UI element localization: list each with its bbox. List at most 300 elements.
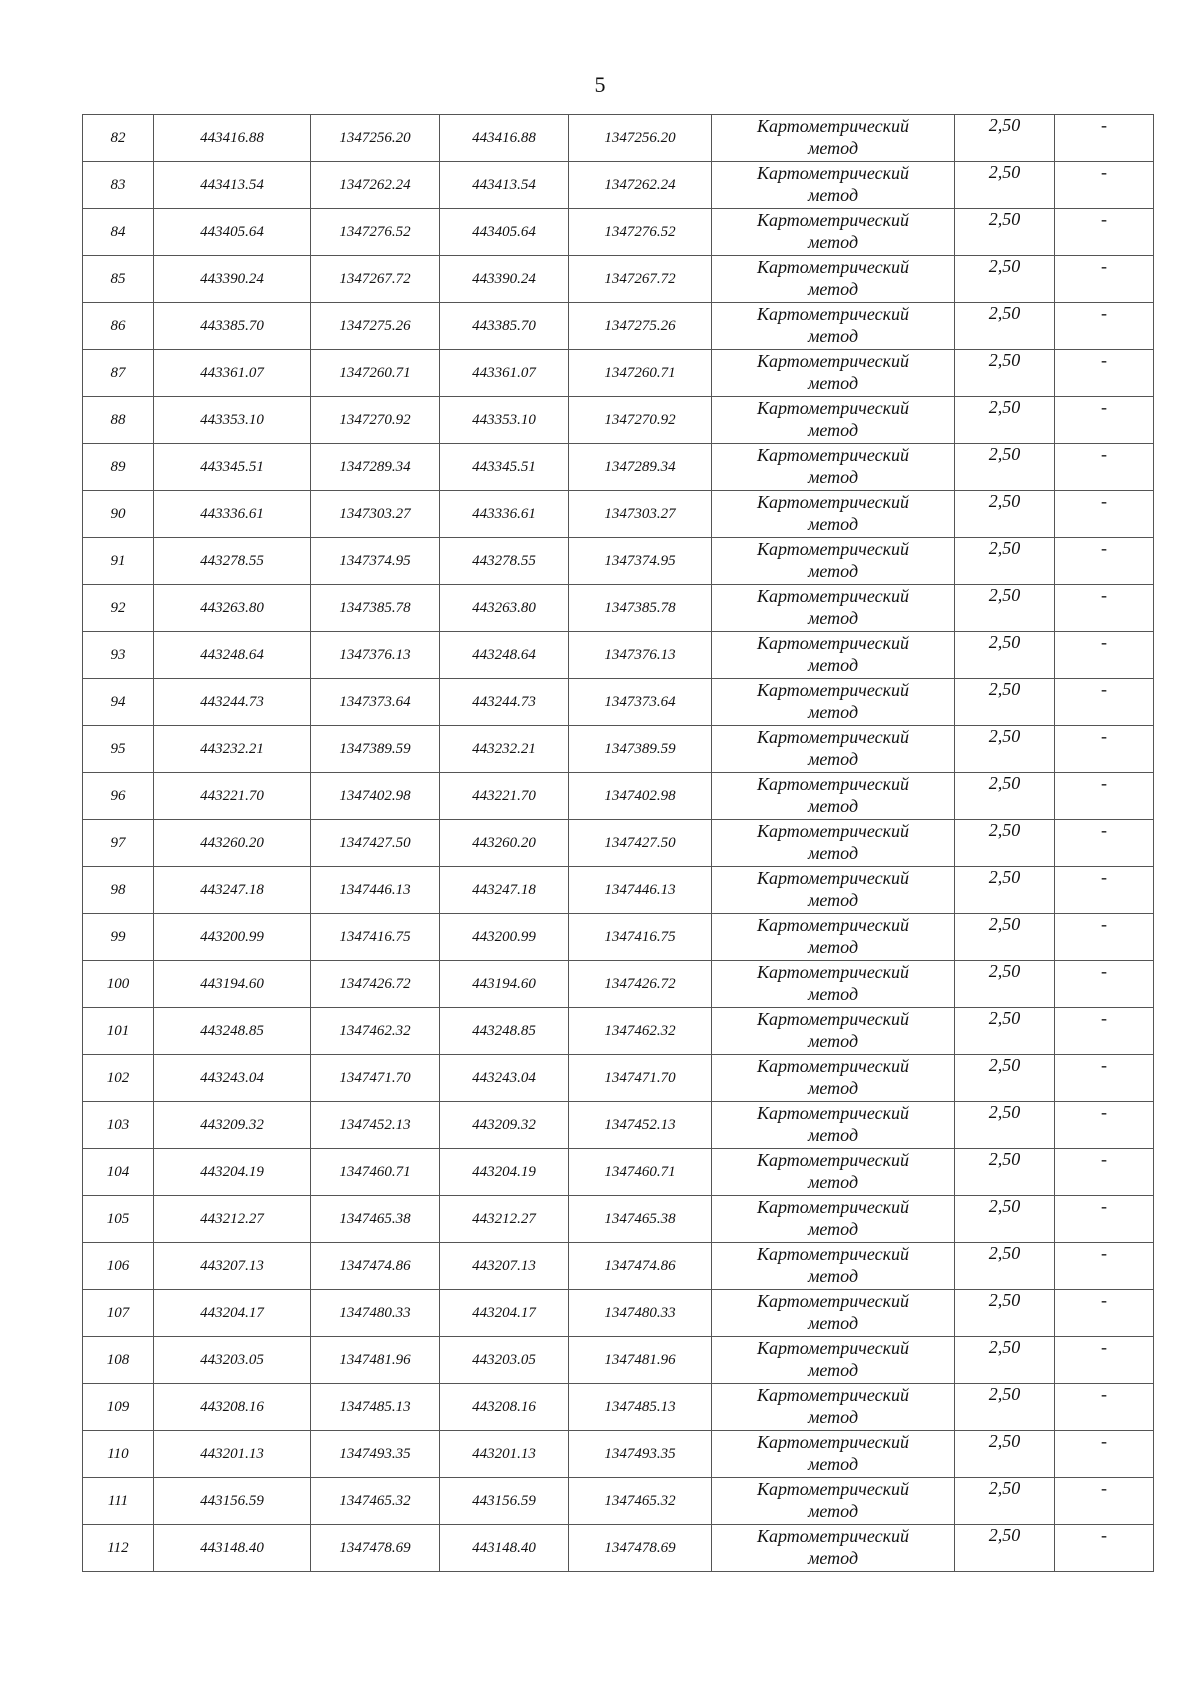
method-line-2: метод: [807, 279, 859, 299]
accuracy-cell: 2,50: [955, 961, 1055, 1008]
table-row: [83, 303, 1154, 350]
y-existing-cell: 1347462.32: [311, 1008, 440, 1055]
method-line-1: Картометрический: [756, 1338, 909, 1358]
y-new-cell: 1347480.33: [569, 1290, 712, 1337]
y-new-cell: 1347446.13: [569, 867, 712, 914]
x-existing-cell: 443361.07: [154, 350, 311, 397]
point-number-cell: 106: [83, 1243, 154, 1290]
note-cell: -: [1055, 1431, 1154, 1478]
x-new-cell: 443385.70: [440, 303, 569, 350]
point-number-cell: 108: [83, 1337, 154, 1384]
accuracy-cell: 2,50: [955, 1196, 1055, 1243]
accuracy-cell: 2,50: [955, 162, 1055, 209]
x-existing-cell: 443156.59: [154, 1478, 311, 1525]
point-number-cell: 97: [83, 820, 154, 867]
method-line-2: метод: [807, 843, 859, 863]
x-existing-cell: 443232.21: [154, 726, 311, 773]
method-line-1: Картометрический: [756, 1150, 909, 1170]
accuracy-cell: 2,50: [955, 1384, 1055, 1431]
x-new-cell: 443336.61: [440, 491, 569, 538]
x-new-cell: 443248.85: [440, 1008, 569, 1055]
accuracy-cell: 2,50: [955, 1055, 1055, 1102]
table-row: [83, 914, 1154, 961]
table-row: [83, 1243, 1154, 1290]
method-line-2: метод: [807, 514, 859, 534]
method-cell: [712, 867, 955, 914]
table-row: [83, 585, 1154, 632]
method-cell: [712, 585, 955, 632]
point-number-cell: 90: [83, 491, 154, 538]
method-cell: [712, 914, 955, 961]
y-existing-cell: 1347402.98: [311, 773, 440, 820]
y-new-cell: 1347385.78: [569, 585, 712, 632]
x-existing-cell: 443148.40: [154, 1525, 311, 1572]
point-number-cell: 111: [83, 1478, 154, 1525]
y-new-cell: 1347465.38: [569, 1196, 712, 1243]
accuracy-cell: 2,50: [955, 1525, 1055, 1572]
y-existing-cell: 1347426.72: [311, 961, 440, 1008]
point-number-cell: 85: [83, 256, 154, 303]
x-new-cell: 443416.88: [440, 115, 569, 162]
point-number-cell: 86: [83, 303, 154, 350]
method-line-1: Картометрический: [756, 1009, 909, 1029]
y-existing-cell: 1347465.32: [311, 1478, 440, 1525]
method-cell: [712, 1008, 955, 1055]
table-row: [83, 773, 1154, 820]
note-cell: -: [1055, 867, 1154, 914]
method-line-1: Картометрический: [756, 398, 909, 418]
x-new-cell: 443194.60: [440, 961, 569, 1008]
point-number-cell: 110: [83, 1431, 154, 1478]
accuracy-cell: 2,50: [955, 1337, 1055, 1384]
method-line-1: Картометрический: [756, 445, 909, 465]
accuracy-cell: 2,50: [955, 1290, 1055, 1337]
y-existing-cell: 1347373.64: [311, 679, 440, 726]
y-existing-cell: 1347493.35: [311, 1431, 440, 1478]
method-cell: [712, 961, 955, 1008]
note-cell: -: [1055, 1243, 1154, 1290]
point-number-cell: 112: [83, 1525, 154, 1572]
x-new-cell: 443221.70: [440, 773, 569, 820]
x-existing-cell: 443345.51: [154, 444, 311, 491]
accuracy-cell: 2,50: [955, 1431, 1055, 1478]
method-line-2: метод: [807, 1219, 859, 1239]
method-cell: [712, 773, 955, 820]
method-line-1: Картометрический: [756, 304, 909, 324]
method-line-2: метод: [807, 1548, 859, 1568]
x-existing-cell: 443416.88: [154, 115, 311, 162]
y-new-cell: 1347471.70: [569, 1055, 712, 1102]
method-line-1: Картометрический: [756, 633, 909, 653]
point-number-cell: 93: [83, 632, 154, 679]
x-new-cell: 443244.73: [440, 679, 569, 726]
y-existing-cell: 1347427.50: [311, 820, 440, 867]
method-line-1: Картометрический: [756, 163, 909, 183]
method-cell: [712, 1102, 955, 1149]
accuracy-cell: 2,50: [955, 726, 1055, 773]
method-cell: [712, 491, 955, 538]
y-new-cell: 1347427.50: [569, 820, 712, 867]
note-cell: -: [1055, 726, 1154, 773]
note-cell: -: [1055, 256, 1154, 303]
x-new-cell: 443353.10: [440, 397, 569, 444]
accuracy-cell: 2,50: [955, 867, 1055, 914]
note-cell: -: [1055, 1008, 1154, 1055]
note-cell: -: [1055, 491, 1154, 538]
x-existing-cell: 443353.10: [154, 397, 311, 444]
y-new-cell: 1347465.32: [569, 1478, 712, 1525]
y-existing-cell: 1347276.52: [311, 209, 440, 256]
table-row: [83, 491, 1154, 538]
y-existing-cell: 1347471.70: [311, 1055, 440, 1102]
y-existing-cell: 1347267.72: [311, 256, 440, 303]
method-line-2: метод: [807, 749, 859, 769]
method-line-1: Картометрический: [756, 1526, 909, 1546]
method-line-1: Картометрический: [756, 1056, 909, 1076]
y-new-cell: 1347460.71: [569, 1149, 712, 1196]
y-new-cell: 1347474.86: [569, 1243, 712, 1290]
method-cell: [712, 1478, 955, 1525]
point-number-cell: 103: [83, 1102, 154, 1149]
table-row: [83, 162, 1154, 209]
method-line-2: метод: [807, 420, 859, 440]
y-existing-cell: 1347416.75: [311, 914, 440, 961]
y-new-cell: 1347260.71: [569, 350, 712, 397]
y-existing-cell: 1347446.13: [311, 867, 440, 914]
method-line-2: метод: [807, 561, 859, 581]
y-existing-cell: 1347485.13: [311, 1384, 440, 1431]
x-new-cell: 443232.21: [440, 726, 569, 773]
table-row: [83, 538, 1154, 585]
accuracy-cell: 2,50: [955, 773, 1055, 820]
x-new-cell: 443204.19: [440, 1149, 569, 1196]
x-existing-cell: 443201.13: [154, 1431, 311, 1478]
y-existing-cell: 1347289.34: [311, 444, 440, 491]
y-new-cell: 1347270.92: [569, 397, 712, 444]
method-cell: [712, 350, 955, 397]
y-new-cell: 1347452.13: [569, 1102, 712, 1149]
method-line-2: метод: [807, 1501, 859, 1521]
method-cell: [712, 444, 955, 491]
x-new-cell: 443148.40: [440, 1525, 569, 1572]
accuracy-cell: 2,50: [955, 1478, 1055, 1525]
x-existing-cell: 443247.18: [154, 867, 311, 914]
method-cell: [712, 115, 955, 162]
y-existing-cell: 1347374.95: [311, 538, 440, 585]
method-line-1: Картометрический: [756, 1244, 909, 1264]
method-line-2: метод: [807, 1172, 859, 1192]
y-new-cell: 1347276.52: [569, 209, 712, 256]
x-existing-cell: 443405.64: [154, 209, 311, 256]
x-new-cell: 443247.18: [440, 867, 569, 914]
method-cell: [712, 820, 955, 867]
note-cell: -: [1055, 773, 1154, 820]
accuracy-cell: 2,50: [955, 115, 1055, 162]
accuracy-cell: 2,50: [955, 914, 1055, 961]
method-line-1: Картометрический: [756, 1479, 909, 1499]
point-number-cell: 99: [83, 914, 154, 961]
x-new-cell: 443156.59: [440, 1478, 569, 1525]
y-new-cell: 1347373.64: [569, 679, 712, 726]
note-cell: -: [1055, 1525, 1154, 1572]
note-cell: -: [1055, 1478, 1154, 1525]
method-cell: [712, 162, 955, 209]
y-existing-cell: 1347385.78: [311, 585, 440, 632]
method-line-2: метод: [807, 1078, 859, 1098]
method-cell: [712, 397, 955, 444]
method-line-1: Картометрический: [756, 680, 909, 700]
y-existing-cell: 1347481.96: [311, 1337, 440, 1384]
point-number-cell: 107: [83, 1290, 154, 1337]
table-row: [83, 867, 1154, 914]
accuracy-cell: 2,50: [955, 585, 1055, 632]
x-existing-cell: 443248.64: [154, 632, 311, 679]
y-new-cell: 1347416.75: [569, 914, 712, 961]
table-row: [83, 1008, 1154, 1055]
x-existing-cell: 443204.17: [154, 1290, 311, 1337]
x-existing-cell: 443278.55: [154, 538, 311, 585]
coordinates-table: [82, 114, 1154, 1572]
accuracy-cell: 2,50: [955, 303, 1055, 350]
y-new-cell: 1347462.32: [569, 1008, 712, 1055]
x-existing-cell: 443200.99: [154, 914, 311, 961]
y-new-cell: 1347478.69: [569, 1525, 712, 1572]
y-existing-cell: 1347376.13: [311, 632, 440, 679]
accuracy-cell: 2,50: [955, 1243, 1055, 1290]
y-new-cell: 1347493.35: [569, 1431, 712, 1478]
accuracy-cell: 2,50: [955, 1102, 1055, 1149]
y-existing-cell: 1347256.20: [311, 115, 440, 162]
table-row: [83, 632, 1154, 679]
note-cell: -: [1055, 632, 1154, 679]
method-line-2: метод: [807, 1266, 859, 1286]
point-number-cell: 87: [83, 350, 154, 397]
table-row: [83, 1102, 1154, 1149]
x-existing-cell: 443207.13: [154, 1243, 311, 1290]
point-number-cell: 89: [83, 444, 154, 491]
point-number-cell: 101: [83, 1008, 154, 1055]
x-new-cell: 443345.51: [440, 444, 569, 491]
page-number: 5: [594, 72, 606, 97]
y-existing-cell: 1347275.26: [311, 303, 440, 350]
point-number-cell: 109: [83, 1384, 154, 1431]
y-existing-cell: 1347303.27: [311, 491, 440, 538]
method-cell: [712, 256, 955, 303]
y-new-cell: 1347256.20: [569, 115, 712, 162]
x-new-cell: 443248.64: [440, 632, 569, 679]
table-row: [83, 679, 1154, 726]
method-cell: [712, 632, 955, 679]
x-new-cell: 443200.99: [440, 914, 569, 961]
table-row: [83, 256, 1154, 303]
table-row: [83, 1478, 1154, 1525]
x-existing-cell: 443212.27: [154, 1196, 311, 1243]
table-row: [83, 1290, 1154, 1337]
method-line-2: метод: [807, 1360, 859, 1380]
method-line-1: Картометрический: [756, 727, 909, 747]
y-existing-cell: 1347478.69: [311, 1525, 440, 1572]
point-number-cell: 98: [83, 867, 154, 914]
note-cell: -: [1055, 1384, 1154, 1431]
y-existing-cell: 1347389.59: [311, 726, 440, 773]
y-new-cell: 1347289.34: [569, 444, 712, 491]
note-cell: -: [1055, 679, 1154, 726]
x-new-cell: 443201.13: [440, 1431, 569, 1478]
method-line-2: метод: [807, 232, 859, 252]
point-number-cell: 88: [83, 397, 154, 444]
y-new-cell: 1347303.27: [569, 491, 712, 538]
method-cell: [712, 303, 955, 350]
x-existing-cell: 443244.73: [154, 679, 311, 726]
y-existing-cell: 1347260.71: [311, 350, 440, 397]
method-line-2: метод: [807, 326, 859, 346]
x-existing-cell: 443248.85: [154, 1008, 311, 1055]
table-row: [83, 1384, 1154, 1431]
method-line-2: метод: [807, 1125, 859, 1145]
point-number-cell: 104: [83, 1149, 154, 1196]
method-cell: [712, 726, 955, 773]
method-line-2: метод: [807, 1031, 859, 1051]
table-row: [83, 820, 1154, 867]
accuracy-cell: 2,50: [955, 1008, 1055, 1055]
accuracy-cell: 2,50: [955, 350, 1055, 397]
method-line-2: метод: [807, 1454, 859, 1474]
method-line-1: Картометрический: [756, 539, 909, 559]
accuracy-cell: 2,50: [955, 397, 1055, 444]
method-line-2: метод: [807, 984, 859, 1004]
x-existing-cell: 443260.20: [154, 820, 311, 867]
method-cell: [712, 1337, 955, 1384]
method-line-1: Картометрический: [756, 586, 909, 606]
y-new-cell: 1347267.72: [569, 256, 712, 303]
method-line-2: метод: [807, 937, 859, 957]
method-cell: [712, 1290, 955, 1337]
note-cell: -: [1055, 162, 1154, 209]
x-existing-cell: 443204.19: [154, 1149, 311, 1196]
method-line-2: метод: [807, 185, 859, 205]
method-line-1: Картометрический: [756, 915, 909, 935]
y-existing-cell: 1347474.86: [311, 1243, 440, 1290]
note-cell: -: [1055, 1102, 1154, 1149]
method-cell: [712, 1243, 955, 1290]
table-row: [83, 1337, 1154, 1384]
x-new-cell: 443243.04: [440, 1055, 569, 1102]
method-line-1: Картометрический: [756, 1291, 909, 1311]
point-number-cell: 105: [83, 1196, 154, 1243]
table-row: [83, 1055, 1154, 1102]
table-row: [83, 1149, 1154, 1196]
accuracy-cell: 2,50: [955, 538, 1055, 585]
x-new-cell: 443278.55: [440, 538, 569, 585]
accuracy-cell: 2,50: [955, 632, 1055, 679]
method-cell: [712, 1431, 955, 1478]
x-existing-cell: 443203.05: [154, 1337, 311, 1384]
method-line-1: Картометрический: [756, 1385, 909, 1405]
point-number-cell: 100: [83, 961, 154, 1008]
note-cell: -: [1055, 1055, 1154, 1102]
method-line-2: метод: [807, 655, 859, 675]
table-row: [83, 1525, 1154, 1572]
x-new-cell: 443413.54: [440, 162, 569, 209]
table-row: [83, 350, 1154, 397]
y-new-cell: 1347262.24: [569, 162, 712, 209]
method-line-2: метод: [807, 1313, 859, 1333]
method-line-1: Картометрический: [756, 116, 909, 136]
method-cell: [712, 1525, 955, 1572]
x-existing-cell: 443208.16: [154, 1384, 311, 1431]
y-existing-cell: 1347465.38: [311, 1196, 440, 1243]
point-number-cell: 95: [83, 726, 154, 773]
note-cell: -: [1055, 350, 1154, 397]
x-existing-cell: 443221.70: [154, 773, 311, 820]
table-row: [83, 397, 1154, 444]
method-cell: [712, 538, 955, 585]
method-line-2: метод: [807, 796, 859, 816]
note-cell: -: [1055, 1337, 1154, 1384]
accuracy-cell: 2,50: [955, 679, 1055, 726]
x-new-cell: 443263.80: [440, 585, 569, 632]
note-cell: -: [1055, 585, 1154, 632]
method-line-2: метод: [807, 1407, 859, 1427]
x-existing-cell: 443194.60: [154, 961, 311, 1008]
y-new-cell: 1347481.96: [569, 1337, 712, 1384]
y-existing-cell: 1347460.71: [311, 1149, 440, 1196]
method-cell: [712, 679, 955, 726]
note-cell: -: [1055, 209, 1154, 256]
point-number-cell: 96: [83, 773, 154, 820]
method-line-1: Картометрический: [756, 492, 909, 512]
x-new-cell: 443204.17: [440, 1290, 569, 1337]
method-line-2: метод: [807, 702, 859, 722]
x-existing-cell: 443413.54: [154, 162, 311, 209]
x-existing-cell: 443209.32: [154, 1102, 311, 1149]
point-number-cell: 91: [83, 538, 154, 585]
method-line-1: Картометрический: [756, 351, 909, 371]
method-line-1: Картометрический: [756, 1197, 909, 1217]
x-existing-cell: 443385.70: [154, 303, 311, 350]
note-cell: -: [1055, 1290, 1154, 1337]
y-new-cell: 1347426.72: [569, 961, 712, 1008]
y-existing-cell: 1347270.92: [311, 397, 440, 444]
y-existing-cell: 1347480.33: [311, 1290, 440, 1337]
method-line-2: метод: [807, 373, 859, 393]
note-cell: -: [1055, 115, 1154, 162]
x-existing-cell: 443390.24: [154, 256, 311, 303]
x-new-cell: 443203.05: [440, 1337, 569, 1384]
point-number-cell: 82: [83, 115, 154, 162]
x-new-cell: 443260.20: [440, 820, 569, 867]
accuracy-cell: 2,50: [955, 256, 1055, 303]
method-line-1: Картометрический: [756, 821, 909, 841]
note-cell: -: [1055, 397, 1154, 444]
note-cell: -: [1055, 961, 1154, 1008]
x-existing-cell: 443263.80: [154, 585, 311, 632]
method-cell: [712, 1149, 955, 1196]
y-new-cell: 1347389.59: [569, 726, 712, 773]
note-cell: -: [1055, 538, 1154, 585]
method-line-2: метод: [807, 467, 859, 487]
table-body: [83, 115, 1154, 1572]
method-line-2: метод: [807, 608, 859, 628]
accuracy-cell: 2,50: [955, 209, 1055, 256]
table-row: [83, 1431, 1154, 1478]
method-line-1: Картометрический: [756, 774, 909, 794]
accuracy-cell: 2,50: [955, 444, 1055, 491]
y-existing-cell: 1347452.13: [311, 1102, 440, 1149]
table-row: [83, 726, 1154, 773]
y-new-cell: 1347374.95: [569, 538, 712, 585]
x-new-cell: 443405.64: [440, 209, 569, 256]
